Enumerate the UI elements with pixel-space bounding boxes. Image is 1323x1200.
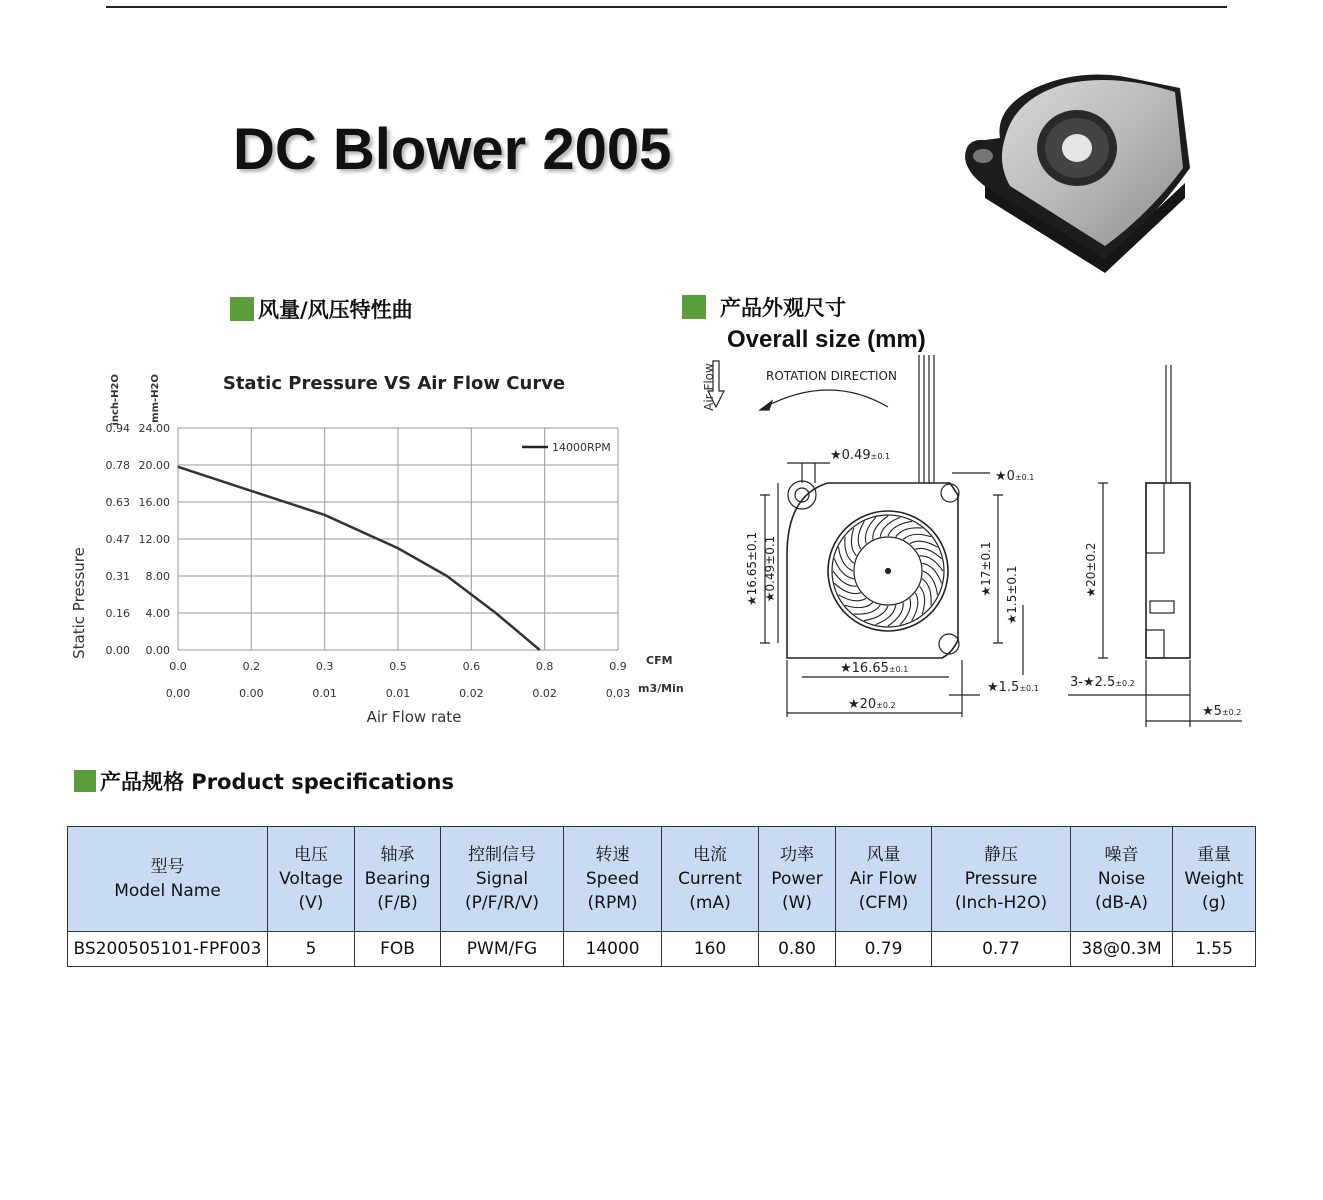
- section-specs-heading: 产品规格 Product specifications: [74, 766, 454, 796]
- table-header-line: Power: [771, 869, 823, 889]
- mount-hole: [973, 149, 993, 163]
- table-header-cell: [662, 827, 759, 932]
- table-header-line: (RPM): [587, 893, 638, 913]
- dim-5: ★5±0.2: [1202, 704, 1242, 719]
- y-tick-mm: 20.00: [138, 459, 170, 472]
- fan-hub: [1062, 134, 1092, 162]
- pressure-flow-chart: [60, 360, 700, 730]
- dim-049-top: ★0.49±0.1: [830, 448, 891, 463]
- table-header-line: Noise: [1097, 869, 1146, 889]
- table-header-row: [68, 827, 1256, 932]
- chart-y-label: Static Pressure: [70, 547, 88, 659]
- side-wire-leads: [1166, 365, 1171, 483]
- impeller-blade: [845, 603, 873, 608]
- impeller-blade: [838, 595, 866, 601]
- impeller-blade: [910, 541, 938, 547]
- dim-20-v: ★20±0.2: [1084, 542, 1098, 598]
- y-tick-inch: 0.47: [105, 533, 130, 546]
- table-header-line: (P/F/R/V): [465, 893, 539, 913]
- dim-15-v: ★1.5±0.1: [1005, 565, 1019, 625]
- y-tick-inch: 0.94: [105, 422, 130, 435]
- y-tick-mm: 0.00: [145, 644, 170, 657]
- section-marker-icon: [682, 295, 706, 319]
- impeller-blade: [920, 586, 925, 614]
- table-row: [68, 932, 1256, 967]
- product-photo: [955, 68, 1195, 283]
- dim-15-h: ★1.5±0.1: [987, 680, 1039, 695]
- table-header-line: 电压: [294, 845, 328, 865]
- table-header-line: Current: [678, 869, 742, 889]
- table-cell: 14000: [564, 932, 662, 967]
- rotation-arrow-icon: [765, 390, 888, 407]
- table-header-cell: [441, 827, 564, 932]
- x-tick-m3: 0.00: [239, 687, 264, 700]
- table-header-line: Air Flow: [849, 869, 918, 889]
- table-cell: 0.80: [759, 932, 836, 967]
- dim-line-049-top: [787, 463, 830, 483]
- table-header-line: Signal: [475, 869, 529, 889]
- table-cell: 160: [662, 932, 759, 967]
- dim-25: 3-★2.5±0.2: [1070, 675, 1135, 690]
- table-cell: 0.79: [836, 932, 932, 967]
- table-header-line: (W): [781, 893, 813, 913]
- table-cell: PWM/FG: [441, 932, 564, 967]
- y-tick-inch: 0.63: [105, 496, 130, 509]
- dim-line-17: [993, 495, 1003, 643]
- y-tick-mm: 24.00: [138, 422, 170, 435]
- table-cell: 0.77: [932, 932, 1071, 967]
- x-tick-cfm: 0.9: [609, 660, 627, 673]
- page-title: DC Blower 2005: [233, 117, 672, 182]
- y-tick-mm: 12.00: [138, 533, 170, 546]
- legend-label: 14000RPM: [552, 441, 611, 454]
- table-header-line: 噪音: [1104, 845, 1139, 865]
- table-header-cell: [1173, 827, 1256, 932]
- top-rule: [106, 6, 1227, 8]
- table-header-line: 功率: [780, 845, 814, 865]
- overall-size-title: Overall size (mm): [727, 326, 926, 353]
- x-tick-m3: 0.03: [605, 687, 631, 700]
- chart-grid: [178, 428, 618, 650]
- table-cell: 38@0.3M: [1071, 932, 1173, 967]
- table-cell: FOB: [355, 932, 441, 967]
- series-line-0: [178, 467, 540, 650]
- table-header-line: Speed: [585, 869, 640, 889]
- table-header-cell: [932, 827, 1071, 932]
- impeller-center: [886, 569, 891, 574]
- y-unit-inch: inch-H2O: [110, 374, 121, 426]
- dim-049-v: ★0.49±0.1: [763, 535, 777, 603]
- table-header-line: 静压: [984, 845, 1018, 865]
- section-marker-icon: [74, 770, 96, 792]
- mount-hole-left: [788, 481, 816, 509]
- table-header-line: 风量: [866, 845, 901, 865]
- dim-line-20-v: [1098, 483, 1108, 658]
- impeller-blade: [903, 534, 931, 539]
- y-tick-inch: 0.00: [105, 644, 130, 657]
- blower-outline-side: [1146, 483, 1190, 658]
- table-header-cell: [1071, 827, 1173, 932]
- x-tick-m3: 0.01: [312, 687, 337, 700]
- spec-table: [67, 826, 1256, 967]
- blower-outline-front: [787, 483, 958, 658]
- table-header-line: 控制信号: [468, 845, 536, 865]
- x-tick-m3: 0.01: [385, 687, 411, 700]
- table-header-cell: [836, 827, 932, 932]
- table-header-line: (V): [298, 893, 324, 913]
- table-header-cell: [759, 827, 836, 932]
- y-tick-inch: 0.78: [105, 459, 130, 472]
- dim-1665-h: ★16.65±0.1: [840, 661, 909, 676]
- table-cell: 1.55: [1173, 932, 1256, 967]
- impeller-blade: [858, 521, 864, 549]
- rotation-arrowhead-icon: [760, 401, 772, 410]
- dim-1665-v: ★16.65±0.1: [745, 531, 759, 607]
- chart-title: Static Pressure VS Air Flow Curve: [222, 373, 566, 394]
- section-marker-icon: [230, 297, 254, 321]
- table-cell: BS200505101-FPF003: [68, 932, 268, 967]
- rotation-label: ROTATION DIRECTION: [766, 369, 897, 383]
- table-header-line: Weight: [1184, 869, 1244, 889]
- table-header-cell: [68, 827, 268, 932]
- table-header-line: 电流: [693, 845, 727, 865]
- section-size-heading: 产品外观尺寸: [682, 292, 846, 322]
- x-unit-cfm: CFM: [646, 654, 673, 667]
- x-tick-m3: 0.00: [165, 687, 191, 700]
- y-tick-inch: 0.16: [105, 607, 130, 620]
- table-body: [68, 932, 1256, 967]
- dim-20-h: ★20±0.2: [848, 697, 896, 712]
- table-header-line: Bearing: [364, 869, 431, 889]
- x-tick-cfm: 0.5: [389, 660, 407, 673]
- table-header-line: (F/B): [377, 893, 418, 913]
- dim-0: ★0±0.1: [995, 469, 1035, 484]
- wire-leads: [919, 355, 934, 483]
- chart-x-label: Air Flow rate: [366, 708, 462, 726]
- side-connector-mid: [1150, 601, 1174, 613]
- dim-17: ★17±0.1: [979, 541, 993, 597]
- table-header-line: Model Name: [114, 881, 221, 901]
- air-flow-label: Air Flow: [702, 363, 716, 411]
- x-tick-cfm: 0.6: [462, 660, 481, 673]
- table-header-line: 重量: [1197, 845, 1231, 865]
- x-tick-cfm: 0.2: [242, 660, 261, 673]
- y-tick-mm: 4.00: [145, 607, 170, 620]
- x-tick-m3: 0.02: [532, 687, 557, 700]
- impeller-blade: [851, 528, 856, 556]
- table-header-line: 型号: [150, 857, 185, 877]
- x-tick-m3: 0.02: [459, 687, 484, 700]
- table-header-cell: [564, 827, 662, 932]
- table-header-line: (g): [1201, 893, 1227, 913]
- table-header-line: (Inch-H2O): [954, 893, 1048, 913]
- table-header-line: Pressure: [964, 869, 1038, 889]
- table-header-line: 轴承: [380, 845, 415, 865]
- x-unit-m3: m3/Min: [638, 682, 684, 695]
- y-tick-inch: 0.31: [105, 570, 130, 583]
- side-connector-top: [1146, 483, 1164, 553]
- table-header-cell: [355, 827, 441, 932]
- section-curve-heading: 风量/风压特性曲: [230, 294, 413, 324]
- y-unit-mm: mm-H2O: [150, 374, 161, 423]
- table-header-line: (CFM): [858, 893, 909, 913]
- table-header-line: (dB-A): [1094, 893, 1149, 913]
- x-tick-cfm: 0.3: [315, 660, 334, 673]
- table-header-line: Voltage: [279, 869, 343, 889]
- x-tick-cfm: 0.8: [535, 660, 554, 673]
- x-tick-cfm: 0.0: [169, 660, 187, 673]
- table-header-line: (mA): [689, 893, 731, 913]
- table-header-cell: [268, 827, 355, 932]
- side-connector-bottom: [1146, 630, 1164, 658]
- chart-series: [178, 467, 540, 650]
- y-tick-mm: 16.00: [138, 496, 170, 509]
- dimension-drawing: [690, 355, 1260, 735]
- impeller-blade: [912, 593, 918, 621]
- y-tick-mm: 8.00: [145, 570, 170, 583]
- chart-tick-labels: [106, 422, 631, 700]
- table-header-line: 转速: [595, 845, 630, 865]
- table-cell: 5: [268, 932, 355, 967]
